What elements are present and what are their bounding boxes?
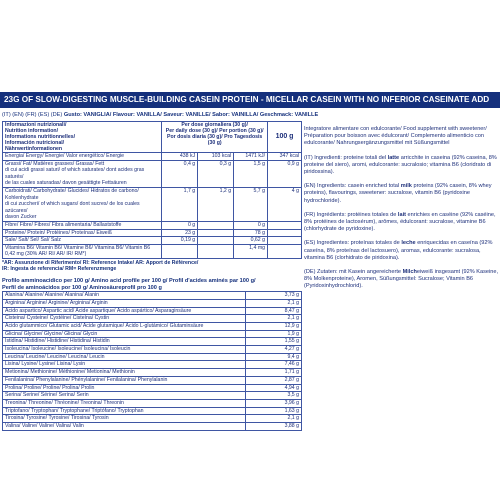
flavour-text: Gusto: VANIGLIA/ Flavour: VANILLA/ Saveur: VANILLE/ Sabor: VAINILLA/ Geschmack: VANILLE [63,112,319,118]
nutrient-label: Sale/ Salt/ Sel/ Sal/ Salz [3,237,162,245]
amino-acid-row [3,369,302,377]
nutrient-dose-value: 1,2 g [198,187,234,221]
amino-acid-row [3,376,302,384]
amino-acid-table [2,291,302,431]
amino-acid-value: 9,4 g [246,353,302,361]
nutrition-header-100g: 100 g [268,122,302,153]
nutrition-table [2,121,302,259]
amino-acid-name: Prolina/ Proline/ Proline/ Prolina/ Prolin [3,384,246,392]
nutrient-100g-value: 4 g [268,187,302,221]
ingredients-paragraph: (FR) Ingrédients: protéines totales de lait enrichies en caséine (92% caséine, 8% protéines de lactosérum), arômes, édulcorant: sucralose, vitamine B6 (chlorhydrate de pyridoxine). [304,211,496,233]
amino-acid-name: Fenilalanina/ Phenylalanine/ Phénylalanine/ Fenilalanina/ Phenylalanin [3,376,246,384]
nutrient-label: Carboidrati/ Carbohydrate/ Glucides/ Hidratos de carbono/ Kohlenhydrate di cui zuccheri/ of which sugars/ dont sucres/ de los cuales azúcares/ davon Zucker [3,187,162,221]
nutrient-100g-value: 0,62 g [234,237,268,245]
nutrient-100g-value [268,244,302,258]
language-codes: (IT) (EN) (FR) (ES) (DE) [2,112,63,118]
nutrient-dose-value [198,237,234,245]
amino-acid-name: Leucina/ Leucine/ Leucine/ Leucina/ Leucin [3,353,246,361]
amino-acid-value: 2,1 g [246,299,302,307]
amino-acid-row [3,322,302,330]
amino-acid-row [3,423,302,431]
amino-acid-name: Lisina/ Lysine/ Lysine/ Lisina/ Lysin [3,361,246,369]
nutrient-label: Proteine/ Protein/ Protéines/ Proteínas/ Eiweiß [3,229,162,237]
nutrient-dose-value [162,244,198,258]
nutrition-header-dose: Per dose giornaliera (30 g)/ Per daily dose (30 g)/ Per portion (30 g)/ Por dosis diaria (30 g)/ Pro Tagesdosis (30 g) [162,122,268,153]
nutrition-rows [3,153,302,259]
nutrient-dose-value: 0 g [162,221,198,229]
amino-acid-value: 7,46 g [246,361,302,369]
nutrient-dose-value [198,221,234,229]
amino-acid-name: Serina/ Serine/ Sérine/ Serina/ Serin [3,392,246,400]
product-banner: 23G OF SLOW-DIGESTING MUSCLE-BUILDING CASEIN PROTEIN - MICELLAR CASEIN WITH NO INFERIOR CASEINATE ADD [0,92,500,108]
nutrition-row [3,221,302,229]
amino-acid-value: 2,87 g [246,376,302,384]
amino-acid-value: 1,63 g [246,407,302,415]
amino-acid-value: 4,94 g [246,384,302,392]
amino-acid-name: Istidina/ Histidine/ Histidine/ Histidina/ Histidin [3,338,246,346]
amino-acid-name: Valina/ Valine/ Valine/ Valina/ Valin [3,423,246,431]
amino-acid-name: Acido aspartico/ Aspartic acid/ Acide aspartique/ Ácido aspártico/ Asparaginsäure [3,307,246,315]
amino-acid-name: Alanina/ Alanine/ Alanine/ Alanina/ Alanin [3,292,246,300]
nutrient-label: Energia/ Energy/ Energie/ Valor energético/ Energie [3,153,162,161]
amino-acid-name: Treonina/ Threonine/ Thréonine/ Treonina/ Threonin [3,399,246,407]
amino-acid-row [3,407,302,415]
amino-acid-value: 3,73 g [246,292,302,300]
nutrition-header-row [3,122,302,153]
amino-acid-value: 1,71 g [246,369,302,377]
amino-acid-name: Tirosina/ Tyrosine/ Tyrosine/ Tirosina/ Tyrosin [3,415,246,423]
nutrition-row [3,229,302,237]
nutrition-row [3,160,302,187]
nutrition-row [3,153,302,161]
nutrient-100g-value: 0,9 g [268,160,302,187]
nutrient-100g-value: 1,5 g [234,160,268,187]
ingredients-paragraph: (ES) Ingredientes: proteínas totales de leche enriquecidas en caseína (92% caseína, 8% proteínas del lactosuero), aromas, edulcorante: sucralosa, vitamina B6 (clorhidrato de piridoxina). [304,240,493,261]
nutrition-row [3,237,302,245]
amino-acid-value: 3,96 g [246,399,302,407]
nutrition-row [3,187,302,221]
amino-acid-name: Arginina/ Arginine/ Arginine/ Arginina/ Arginin [3,299,246,307]
amino-acid-row [3,299,302,307]
amino-acid-value: 1,55 g [246,338,302,346]
amino-acid-value: 2,1 g [246,315,302,323]
amino-acid-name: Cisteina/ Cysteine/ Cystéine/ Cisteína/ Cystin [3,315,246,323]
nutrient-100g-value [268,221,302,229]
amino-acid-row [3,353,302,361]
amino-acid-name: Isoleucina/ Isoleucine/ Isoleucine/ Isoleucina/ Isoleucin [3,346,246,354]
amino-acid-row [3,315,302,323]
supplement-statement: Integratore alimentare con edulcorante/ Food supplement with sweetener/ Préparation pour boisson avec édulcorant/ Complemento alimenticio con edulcorante/ Nahrungsergänzungsmittel mit Süßungsmittel [304,126,487,147]
amino-acid-value: 1,9 g [246,330,302,338]
amino-acid-row [3,292,302,300]
nutrient-dose-value [198,244,234,258]
amino-acid-value: 3,5 g [246,392,302,400]
nutrient-100g-value: 1471 kJ/ [234,153,268,161]
nutrient-dose-value: 23 g [162,229,198,237]
nutrient-dose-value: 1,7 g [162,187,198,221]
nutrient-label: Vitamina B6/ Vitamin B6/ Vitamine B6/ Vitamina B6/ Vitamin B6 0,42 mg (30% AR/ RI/ AR/ IR/ RM*) [3,244,162,258]
ingredients-paragraph: (DE) Zutaten: mit Kasein angereicherte Milcheiweiß insgesamt (92% Kaseine, 8% Molkenproteine), Aromen, Süßungsmittel: Sucralose; Vitamin B6 (Pyridoxinhydrochlorid). [304,269,499,290]
nutrient-label: Grassi/ Fat/ Matières grasses/ Grasas/ Fett di cui acidi grassi saturi/ of which saturates/ dont acides gras saturés/ de las cuales saturadas/ davon gesättigte Fettsäuren [3,160,162,187]
reference-intake-note: *AR: Assunzione di Riferimento/ RI: Reference Intake/ AR: Apport de Référence/ IR: Ingesta de referencia/ RM= Referenzmenge [2,259,199,272]
amino-acid-row [3,307,302,315]
nutrition-row [3,244,302,258]
flavour-line [2,112,498,118]
nutrient-100g-value: 0 g [234,221,268,229]
nutrient-100g-value: 347 kcal [268,153,302,161]
nutrient-dose-value: 0,3 g [198,160,234,187]
ingredients-column [304,126,498,298]
nutrient-100g-value: 1,4 mg [234,244,268,258]
amino-acid-title: Profilo amminoacidico per 100 g/ Amino acid profile per 100 g/ Profil d'acides aminés par 100 g/ Perfil de aminoácidos por 100 g/ Aminosäureprofil pro 100 g [2,277,256,291]
ingredients-paragraph: (IT) Ingredienti: proteine totali del latte arricchite in caseina (92% caseina, 8% proteine del siero), aromi, edulcorante: sucralosio; vitamina B6 (cloridrato di piridossina). [304,154,497,176]
amino-acid-row [3,384,302,392]
amino-acid-row [3,346,302,354]
amino-acid-rows [3,292,302,431]
nutrient-100g-value [268,229,302,237]
amino-acid-name: Acido glutammico/ Glutamic acid/ Acide glutamique/ Ácido L-glutámico/ Glutaminsäure [3,322,246,330]
amino-acid-row [3,399,302,407]
amino-acid-value: 4,27 g [246,346,302,354]
amino-acid-value: 2,1 g [246,415,302,423]
nutrient-dose-value: 438 kJ [162,153,198,161]
nutrient-label: Fibre/ Fibre/ Fibres/ Fibra alimentaria/ Ballaststoffe [3,221,162,229]
amino-acid-row [3,415,302,423]
nutrient-dose-value: 103 kcal [198,153,234,161]
nutrient-dose-value: 0,4 g [162,160,198,187]
amino-acid-name: Triptofano/ Tryptophan/ Tryptophane/ Triptófano/ Tryptophan [3,407,246,415]
nutrient-100g-value: 78 g [234,229,268,237]
amino-acid-row [3,338,302,346]
amino-acid-row [3,392,302,400]
amino-acid-row [3,361,302,369]
amino-acid-value: 3,88 g [246,423,302,431]
nutrient-dose-value [198,229,234,237]
nutrition-header-label: Informazioni nutrizionali/ Nutrition information/ Informations nutritionnelles/ Información nutricional/ Nährwertinformationen [3,122,162,153]
left-column [2,121,302,431]
nutrient-dose-value: 0,19 g [162,237,198,245]
nutrient-100g-value: 5,7 g [234,187,268,221]
amino-acid-value: 12,9 g [246,322,302,330]
amino-acid-name: Glicina/ Glycine/ Glycine/ Glicina/ Glycin [3,330,246,338]
amino-acid-value: 8,47 g [246,307,302,315]
amino-acid-row [3,330,302,338]
nutrient-100g-value [268,237,302,245]
amino-acid-name: Metionina/ Methionine/ Méthionine/ Metionina/ Methionin [3,369,246,377]
ingredients-paragraph: (EN) Ingredients: casein enriched total milk proteins (92% casein, 8% whey proteins), flavourings, sweetener: sucralose, vitamin B6 (pyridoxine hydrochloride). [304,183,492,204]
